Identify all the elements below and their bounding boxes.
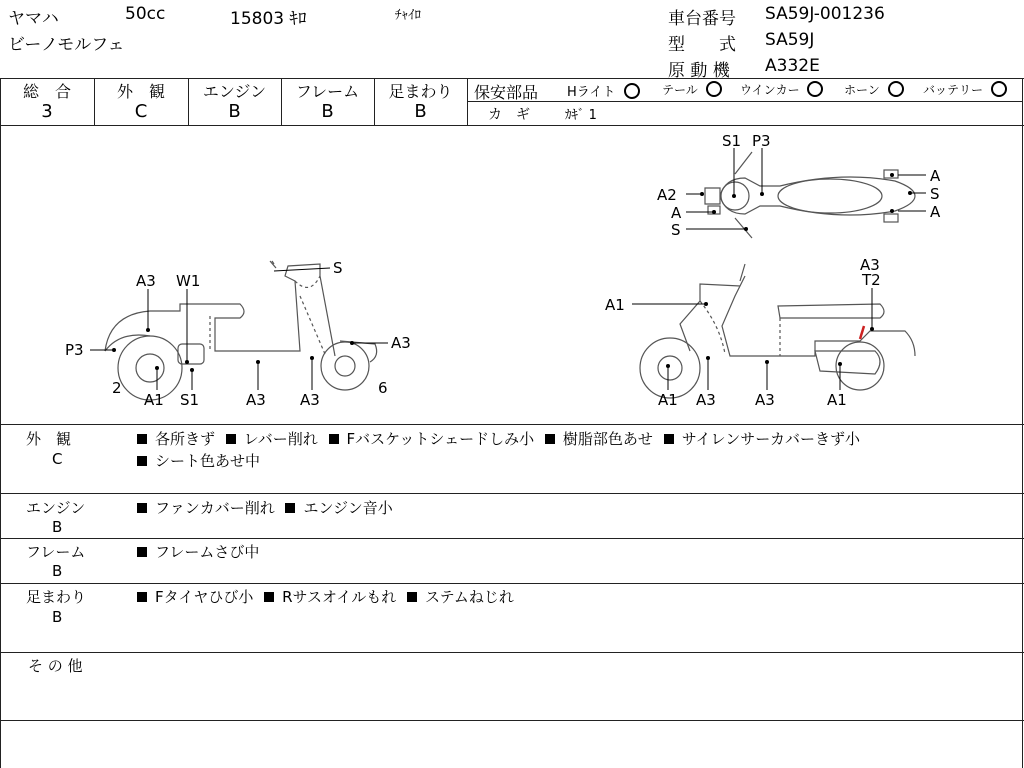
mark-top-a-right2: A	[930, 203, 941, 221]
section-suspension-label: 足まわり	[26, 588, 87, 606]
safety-battery-name: バッテリー	[923, 83, 984, 97]
note: フレームさび中	[155, 543, 260, 561]
mark-top-a2: A2	[657, 186, 677, 204]
note: 樹脂部色あせ	[562, 430, 653, 448]
section-frame-grade: B	[52, 562, 63, 580]
bullet-square-icon	[407, 592, 417, 602]
divider	[0, 720, 1024, 721]
section-suspension-grade: B	[52, 608, 63, 626]
mark-right-a1-top: A1	[605, 296, 625, 314]
grade-frame-label: フレーム	[295, 82, 360, 101]
engine-value: A332E	[765, 56, 820, 76]
safety-horn	[844, 81, 904, 98]
bullet-square-icon	[545, 434, 555, 444]
note: シート色あせ中	[155, 452, 261, 470]
divider	[0, 583, 1024, 584]
bullet-square-icon	[137, 503, 147, 513]
grade-engine-label: エンジン	[202, 82, 267, 101]
bullet-square-icon	[226, 434, 236, 444]
mark-right-a1-front: A1	[658, 391, 678, 409]
mark-left-s1: S1	[180, 391, 200, 409]
mark-top-a-right1: A	[930, 167, 941, 185]
grade-frame-value: B	[321, 101, 334, 122]
grade-overall-label: 総 合	[22, 82, 71, 101]
section-frame-label: フレーム	[26, 543, 86, 561]
key-value: ｶｷﾞ 1	[565, 108, 597, 123]
note: Fタイヤひび小	[155, 588, 254, 606]
color: ﾁｬｲﾛ	[395, 8, 421, 23]
mark-left-a3-seat: A3	[136, 272, 156, 290]
safety-battery	[923, 81, 1007, 98]
scooter-top-view	[705, 152, 915, 238]
displacement: 50cc	[125, 4, 166, 24]
grade-exterior-value: C	[134, 101, 148, 122]
section-exterior-label: 外 観	[26, 430, 72, 448]
note: サイレンサーカバーきず小	[681, 430, 860, 448]
mark-top-a: A	[671, 204, 682, 222]
mileage: 15803 ｷﾛ	[230, 9, 307, 29]
grade-engine-value: B	[228, 101, 241, 122]
divider	[0, 493, 1024, 494]
bullet-square-icon	[137, 592, 147, 602]
leader-dots	[112, 173, 912, 372]
mark-right-t2: T2	[862, 271, 881, 289]
section-other-label: そ の 他	[28, 657, 83, 675]
ok-circle-icon	[888, 81, 904, 97]
section-exterior-line1	[137, 428, 860, 449]
section-engine-line1	[137, 497, 393, 518]
safety-horn-name: ホーン	[844, 83, 880, 97]
note: エンジン音小	[303, 499, 393, 517]
grade-overall-value: 3	[41, 101, 53, 122]
type-value: SA59J	[765, 30, 815, 50]
safety-hlight	[567, 81, 640, 100]
mark-right-a3-floor: A3	[755, 391, 775, 409]
section-exterior-grade: C	[52, 450, 63, 468]
mark-right-a3-front: A3	[696, 391, 716, 409]
bullet-square-icon	[137, 434, 147, 444]
mark-left-p3: P3	[65, 341, 84, 359]
frame-no: SA59J-001236	[765, 4, 885, 24]
safety-label: 保安部品	[474, 83, 539, 102]
safety-hlight-name: Hライト	[567, 85, 616, 100]
section-engine-grade: B	[52, 518, 63, 536]
section-exterior-line2	[137, 450, 260, 471]
mark-right-a3-top: A3	[860, 256, 880, 274]
grade-suspension-value: B	[414, 101, 427, 122]
mark-right-a1-rear: A1	[827, 391, 847, 409]
scooter-diagram	[0, 126, 1024, 424]
bullet-square-icon	[664, 434, 674, 444]
safety-tail	[662, 81, 722, 98]
mark-top-s: S	[671, 221, 681, 239]
type-label: 型 式	[668, 35, 736, 55]
leader-lines	[90, 148, 926, 390]
bullet-square-icon	[285, 503, 295, 513]
ok-circle-icon	[991, 81, 1007, 97]
section-engine-label: エンジン	[26, 499, 86, 517]
divider	[0, 538, 1024, 539]
safety-winker-name: ウインカー	[740, 83, 800, 97]
frame-no-label: 車台番号	[668, 9, 736, 29]
ok-circle-icon	[624, 83, 640, 99]
mark-left-a3-front: A3	[300, 391, 320, 409]
grade-exterior-label: 外 観	[116, 82, 165, 101]
bullet-square-icon	[329, 434, 339, 444]
mark-top-p3: P3	[752, 132, 771, 150]
safety-tail-name: テール	[662, 83, 698, 97]
key-label: カ ギ	[488, 107, 530, 123]
safety-winker	[740, 81, 823, 98]
section-suspension-line1	[137, 586, 514, 607]
mark-left-a3-floor: A3	[246, 391, 266, 409]
note: 各所きず	[155, 430, 216, 448]
mark-left-6: 6	[378, 379, 388, 397]
mark-top-s-right: S	[930, 185, 940, 203]
mark-left-a3-rear: A3	[391, 334, 411, 352]
ok-circle-icon	[807, 81, 823, 97]
safety-divider	[467, 101, 1022, 102]
note: Fバスケットシェードしみ小	[346, 430, 535, 448]
bullet-square-icon	[137, 456, 147, 466]
mark-top-s1: S1	[722, 132, 742, 150]
engine-label: 原 動 機	[668, 61, 730, 81]
divider	[0, 652, 1024, 653]
mark-left-2: 2	[112, 379, 122, 397]
note: Rサスオイルもれ	[282, 588, 397, 606]
note: ステムねじれ	[424, 588, 514, 606]
note: ファンカバー削れ	[155, 499, 275, 517]
section-frame-line1	[137, 541, 259, 562]
note: レバー削れ	[243, 430, 318, 448]
ok-circle-icon	[706, 81, 722, 97]
grade-suspension-label: 足まわり	[388, 82, 453, 101]
mark-left-s: S	[333, 259, 343, 277]
mark-left-w1: W1	[176, 272, 201, 290]
bullet-square-icon	[264, 592, 274, 602]
maker: ヤマハ	[8, 9, 59, 29]
bullet-square-icon	[137, 547, 147, 557]
mark-left-a1: A1	[144, 391, 164, 409]
model-name: ビーノモルフェ	[8, 35, 125, 55]
divider	[0, 424, 1024, 425]
